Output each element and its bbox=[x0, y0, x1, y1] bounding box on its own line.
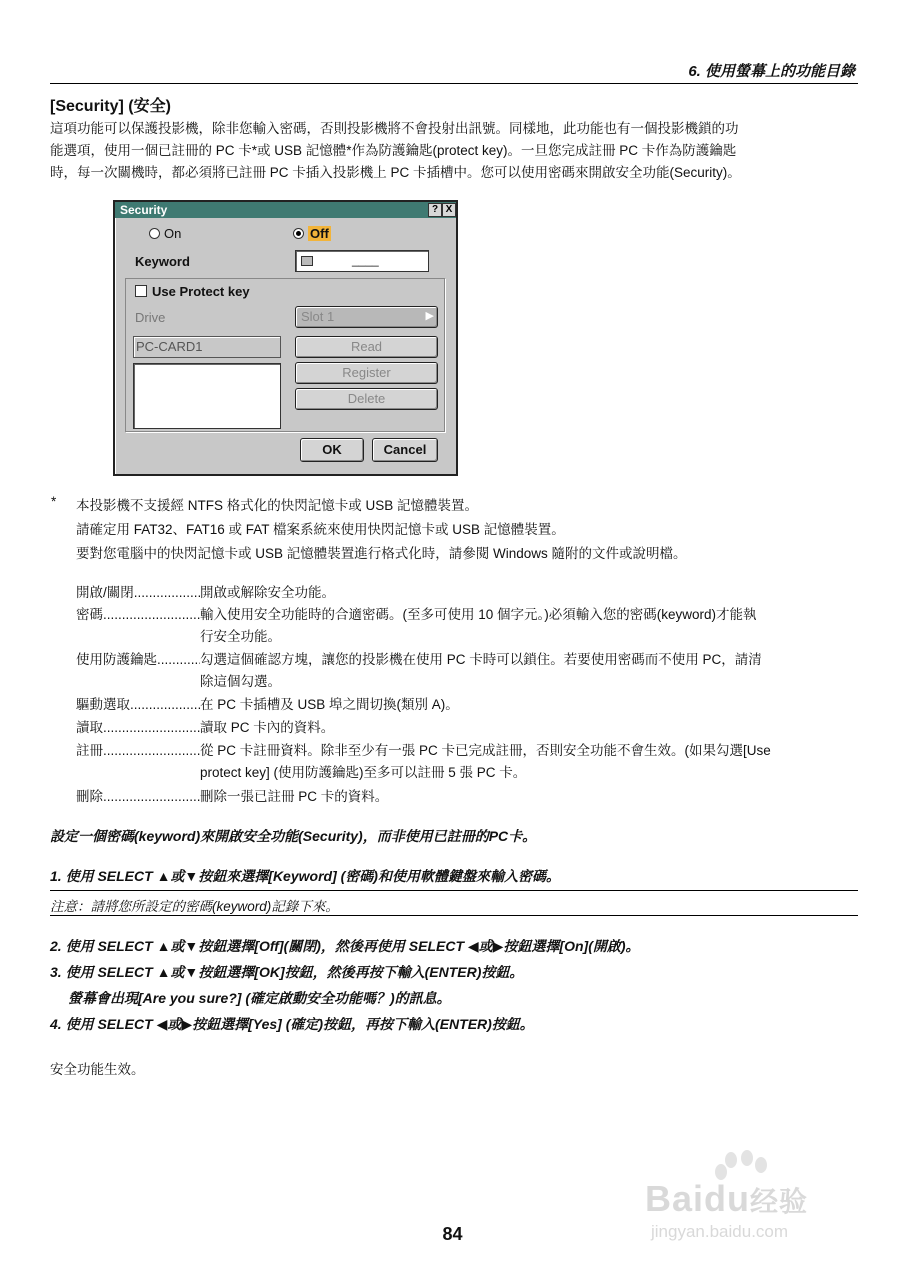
chapter-header: 6. 使用螢幕上的功能目錄 bbox=[688, 63, 855, 80]
step-4: 4. 使用 SELECT ◀或▶按鈕選擇[Yes] (確定)按鈕，再按下輸入(ENTER)按鈕。 bbox=[50, 1016, 534, 1032]
radio-off[interactable] bbox=[293, 226, 331, 241]
close-button[interactable]: X bbox=[442, 203, 456, 217]
intro-line: 時，每一次關機時，都必須將已註冊 PC 卡插入投影機上 PC 卡插槽中。您可以使用密碼來開啟安全功能(Security)。 bbox=[50, 165, 741, 180]
definition-desc: 開啟或解除安全功能。 bbox=[200, 585, 335, 600]
step-2: 2. 使用 SELECT ▲或▼按鈕選擇[Off](關閉)，然後再使用 SELECT ◀或▶按鈕選擇[On](開啟)。 bbox=[50, 938, 640, 954]
card-name-field bbox=[133, 336, 281, 358]
radio-off-label: Off bbox=[310, 226, 329, 241]
dialog-titlebar bbox=[115, 202, 456, 218]
definition-term: 註冊 ..... bbox=[76, 740, 200, 762]
definition-term: 開啟/關閉 ..... bbox=[76, 582, 200, 604]
footnote bbox=[76, 494, 687, 566]
definition-desc: 從 PC 卡註冊資料。除非至少有一張 PC 卡已完成註冊，否則安全功能不會生效。(如果勾選[Use protect key] (使用防護鑰匙)至多可以註冊 5 張 PC 卡。 bbox=[200, 743, 771, 780]
page-number: 84 bbox=[442, 1224, 463, 1244]
intro-line: 這項功能可以保護投影機，除非您輸入密碼，否則投影機將不會投射出訊號。同樣地，此功能也有一個投影機鎖的功 bbox=[50, 121, 739, 136]
footnote-line: 要對您電腦中的快閃記憶卡或 USB 記憶體裝置進行格式化時，請參閱 Windows 隨附的文件或說明檔。 bbox=[76, 546, 687, 561]
cancel-button[interactable]: Cancel bbox=[372, 438, 438, 462]
intro-line: 能選項，使用一個已註冊的 PC 卡*或 USB 記憶體*作為防護鑰匙(protect key)。一旦您完成註冊 PC 卡作為防護鑰匙 bbox=[50, 143, 737, 158]
definition-list bbox=[76, 582, 856, 812]
definition-term: 刪除 ..... bbox=[76, 786, 200, 808]
radio-on-label: On bbox=[164, 226, 182, 241]
ok-button[interactable]: OK bbox=[300, 438, 364, 462]
delete-button[interactable]: Delete bbox=[295, 388, 438, 410]
procedure-heading: 設定一個密碼(keyword)來開啟安全功能(Security)，而非使用已註冊的PC卡。 bbox=[50, 828, 537, 844]
use-protect-key-checkbox[interactable] bbox=[135, 284, 250, 299]
note-top-rule bbox=[50, 890, 858, 891]
intro-paragraph bbox=[50, 118, 856, 184]
dialog-title: Security bbox=[120, 203, 168, 217]
footnote-line: 請確定用 FAT32、FAT16 或 FAT 檔案系統來使用快閃記憶卡或 USB 記憶體裝置。 bbox=[76, 522, 565, 537]
radio-off-icon bbox=[293, 228, 304, 239]
section-title: [Security] (安全) bbox=[50, 98, 171, 115]
step-3: 3. 使用 SELECT ▲或▼按鈕選擇[OK]按鈕，然後再按下輸入(ENTER)按鈕。 bbox=[50, 964, 524, 980]
security-dialog bbox=[113, 200, 458, 476]
step-3-sub: 螢幕會出現[Are you sure?] (確定啟動安全功能嗎？)的訊息。 bbox=[68, 990, 451, 1006]
checkbox-icon bbox=[135, 285, 147, 297]
definition-term: 使用防護鑰匙 ..... bbox=[76, 649, 200, 671]
definition-desc: 讀取 PC 卡內的資料。 bbox=[200, 720, 335, 735]
definition-desc: 在 PC 卡插槽及 USB 埠之間切換(類別 A)。 bbox=[200, 697, 459, 712]
read-button[interactable]: Read bbox=[295, 336, 438, 358]
card-list[interactable] bbox=[133, 363, 281, 429]
result-text: 安全功能生效。 bbox=[50, 1062, 145, 1077]
header-divider bbox=[50, 83, 858, 84]
keyword-input[interactable] bbox=[295, 250, 429, 272]
watermark-brand: Baidu经验 bbox=[645, 1178, 809, 1219]
definition-desc: 勾選這個確認方塊，讓您的投影機在使用 PC 卡時可以鎖住。若要使用密碼而不使用 PC，請清 除這個勾選。 bbox=[200, 652, 762, 689]
note: 注意：請將您所設定的密碼(keyword)記錄下來。 bbox=[50, 899, 339, 914]
use-protect-key-label: Use Protect key bbox=[152, 284, 250, 299]
drive-select[interactable] bbox=[295, 306, 438, 328]
step-1: 1. 使用 SELECT ▲或▼按鈕來選擇[Keyword] (密碼)和使用軟體鍵盤來輸入密碼。 bbox=[50, 868, 560, 884]
register-button[interactable]: Register bbox=[295, 362, 438, 384]
keyboard-icon bbox=[301, 256, 313, 266]
definition-term: 密碼 ..... bbox=[76, 604, 200, 626]
footnote-mark: * bbox=[51, 494, 57, 509]
keyword-value: ____ bbox=[352, 253, 379, 267]
card-name: PC-CARD1 bbox=[136, 339, 203, 354]
drive-label: Drive bbox=[135, 310, 166, 325]
definition-term: 讀取 ..... bbox=[76, 717, 200, 739]
definition-term: 驅動選取 ..... bbox=[76, 694, 200, 716]
definition-desc: 刪除一張已註冊 PC 卡的資料。 bbox=[200, 789, 389, 804]
help-button[interactable]: ? bbox=[428, 203, 442, 217]
chevron-right-icon: ▶ bbox=[425, 310, 434, 322]
footnote-line: 本投影機不支援經 NTFS 格式化的快閃記憶卡或 USB 記憶體裝置。 bbox=[76, 498, 479, 513]
radio-on[interactable] bbox=[149, 226, 181, 241]
radio-on-icon bbox=[149, 228, 160, 239]
keyword-label: Keyword bbox=[135, 254, 190, 269]
watermark-url: jingyan.baidu.com bbox=[651, 1222, 789, 1241]
definition-desc: 輸入使用安全功能時的合適密碼。(至多可使用 10 個字元。)必須輸入您的密碼(keyword)才能執 行安全功能。 bbox=[200, 607, 757, 644]
note-bottom-rule bbox=[50, 915, 858, 916]
drive-value: Slot 1 bbox=[301, 309, 335, 324]
